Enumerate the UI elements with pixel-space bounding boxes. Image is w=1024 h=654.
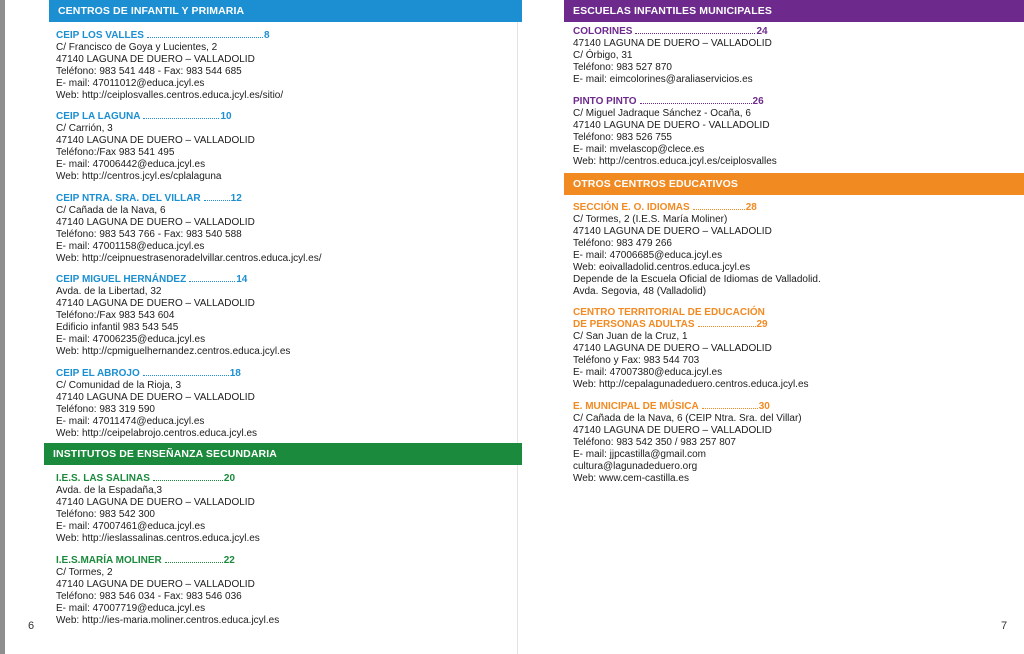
school-entry: [56, 193, 322, 265]
section-header-escuelas-infantiles: ESCUELAS INFANTILES MUNICIPALES: [564, 0, 1024, 22]
school-name: COLORINES 24: [573, 26, 768, 37]
web: Web: http://centros.jcyl.es/cplalaguna: [56, 171, 222, 182]
phone: Teléfono: 983 541 448 - Fax: 983 544 685: [56, 66, 242, 77]
city: 47140 LAGUNA DE DUERO – VALLADOLID: [56, 217, 255, 228]
school-entry: [56, 473, 260, 545]
address: C/ Órbigo, 31: [573, 50, 633, 61]
school-name: CEIP NTRA. SRA. DEL VILLAR 12: [56, 193, 242, 204]
address: C/ Carrión, 3: [56, 123, 113, 134]
left-page: [5, 0, 517, 654]
right-page: [518, 0, 1024, 654]
city: 47140 LAGUNA DE DUERO – VALLADOLID: [56, 54, 255, 65]
school-name: SECCIÓN E. O. IDIOMAS 28: [573, 202, 757, 213]
web: Web: www.cem-castilla.es: [573, 473, 689, 484]
email: E- mail: 47007461@educa.jcyl.es: [56, 521, 206, 532]
school-entry: [573, 26, 772, 86]
address: C/ Tormes, 2: [56, 567, 113, 578]
city: 47140 LAGUNA DE DUERO - VALLADOLID: [573, 120, 770, 131]
email: E- mail: 47006685@educa.jcyl.es: [573, 250, 723, 261]
email: E- mail: 47007380@educa.jcyl.es: [573, 367, 723, 378]
school-name-line-1: CENTRO TERRITORIAL DE EDUCACIÓN: [573, 307, 765, 318]
school-entry: [56, 555, 279, 627]
school-entry: [573, 202, 821, 298]
phone-infantil: Edificio infantil 983 543 545: [56, 322, 179, 333]
address: C/ Cañada de la Nava, 6: [56, 205, 166, 216]
address: C/ Tormes, 2 (I.E.S. María Moliner): [573, 214, 728, 225]
phone: Teléfono:/Fax 983 543 604: [56, 310, 175, 321]
section-header-infantil-primaria: CENTROS DE INFANTIL Y PRIMARIA: [49, 0, 522, 22]
phone: Teléfono: 983 543 766 - Fax: 983 540 588: [56, 229, 242, 240]
school-name-line-2: DE PERSONAS ADULTAS 29: [573, 319, 768, 330]
address: Avda. de la Espadaña,3: [56, 485, 163, 496]
email: E- mail: 47006235@educa.jcyl.es: [56, 334, 206, 345]
web: Web: http://ceiplosvalles.centros.educa.jcyl.es/sitio/: [56, 90, 284, 101]
school-entry: [56, 274, 290, 358]
address: C/ Cañada de la Nava, 6 (CEIP Ntra. Sra. del Villar): [573, 413, 802, 424]
web: Web: http://ies-maria.moliner.centros.educa.jcyl.es: [56, 615, 280, 626]
phone: Teléfono:/Fax 983 541 495: [56, 147, 175, 158]
phone: Teléfono: 983 527 870: [573, 62, 672, 73]
city: 47140 LAGUNA DE DUERO – VALLADOLID: [56, 135, 255, 146]
note-address: Avda. Segovia, 48 (Valladolid): [573, 286, 707, 297]
phone: Teléfono: 983 546 034 - Fax: 983 546 036: [56, 591, 242, 602]
email: E- mail: 47011012@educa.jcyl.es: [56, 78, 205, 89]
city: 47140 LAGUNA DE DUERO – VALLADOLID: [56, 392, 255, 403]
phone: Teléfono: 983 542 300: [56, 509, 155, 520]
city: 47140 LAGUNA DE DUERO – VALLADOLID: [56, 497, 255, 508]
page-number: 6: [28, 620, 35, 632]
section-header-otros-centros: OTROS CENTROS EDUCATIVOS: [564, 173, 1024, 195]
address: Avda. de la Libertad, 32: [56, 286, 162, 297]
city: 47140 LAGUNA DE DUERO – VALLADOLID: [573, 38, 772, 49]
email: E- mail: eimcolorines@araliaservicios.es: [573, 74, 753, 85]
section-header-secundaria: INSTITUTOS DE ENSEÑANZA SECUNDARIA: [44, 443, 522, 465]
address: C/ Comunidad de la Rioja, 3: [56, 380, 182, 391]
address: C/ San Juan de la Cruz, 1: [573, 331, 688, 342]
email: E- mail: 47011474@educa.jcyl.es: [56, 416, 205, 427]
web: Web: http://cepalagunadeduero.centros.educa.jcyl.es: [573, 379, 809, 390]
school-name: CEIP LOS VALLES 8: [56, 30, 270, 41]
city: 47140 LAGUNA DE DUERO – VALLADOLID: [56, 579, 255, 590]
note: Depende de la Escuela Oficial de Idiomas de Valladolid.: [573, 274, 821, 285]
school-name: CEIP MIGUEL HERNÁNDEZ 14: [56, 274, 248, 285]
phone: Teléfono y Fax: 983 544 703: [573, 355, 700, 366]
city: 47140 LAGUNA DE DUERO – VALLADOLID: [573, 226, 772, 237]
web: Web: http://cpmiguelhernandez.centros.educa.jcyl.es: [56, 346, 291, 357]
city: 47140 LAGUNA DE DUERO – VALLADOLID: [573, 343, 772, 354]
school-entry: [573, 96, 777, 168]
web: Web: http://ceipelabrojo.centros.educa.jcyl.es: [56, 428, 258, 439]
phone: Teléfono: 983 319 590: [56, 404, 155, 415]
school-name: PINTO PINTO 26: [573, 96, 764, 107]
city: 47140 LAGUNA DE DUERO – VALLADOLID: [56, 298, 255, 309]
email: E- mail: 47007719@educa.jcyl.es: [56, 603, 206, 614]
school-name: CEIP LA LAGUNA 10: [56, 111, 232, 122]
web: Web: http://centros.educa.jcyl.es/ceiplosvalles: [573, 156, 777, 167]
email: E- mail: mvelascop@clece.es: [573, 144, 705, 155]
email: E- mail: 47006442@educa.jcyl.es: [56, 159, 206, 170]
school-entry: [56, 30, 283, 102]
email-secondary: cultura@lagunadeduero.org: [573, 461, 698, 472]
address: C/ Miguel Jadraque Sánchez - Ocaña, 6: [573, 108, 751, 119]
school-name: I.E.S.MARÍA MOLINER 22: [56, 555, 235, 566]
phone: Teléfono: 983 542 350 / 983 257 807: [573, 437, 736, 448]
web: Web: http://ieslassalinas.centros.educa.jcyl.es: [56, 533, 260, 544]
email: E- mail: 47001158@educa.jcyl.es: [56, 241, 205, 252]
phone: Teléfono: 983 479 266: [573, 238, 672, 249]
school-name: CEIP EL ABROJO 18: [56, 368, 241, 379]
city: 47140 LAGUNA DE DUERO – VALLADOLID: [573, 425, 772, 436]
phone: Teléfono: 983 526 755: [573, 132, 672, 143]
school-entry: [573, 401, 802, 485]
school-name: E. MUNICIPAL DE MÚSICA 30: [573, 401, 770, 412]
address: C/ Francisco de Goya y Lucientes, 2: [56, 42, 218, 53]
school-entry: [573, 307, 809, 391]
school-name: I.E.S. LAS SALINAS 20: [56, 473, 236, 484]
web: Web: eoivalladolid.centros.educa.jcyl.es: [573, 262, 751, 273]
email: E- mail: jjpcastilla@gmail.com: [573, 449, 706, 460]
school-entry: [56, 368, 257, 440]
web: Web: http://ceipnuestrasenoradelvillar.centros.educa.jcyl.es/: [56, 253, 322, 264]
school-entry: [56, 111, 255, 183]
page-number: 7: [1001, 620, 1008, 632]
